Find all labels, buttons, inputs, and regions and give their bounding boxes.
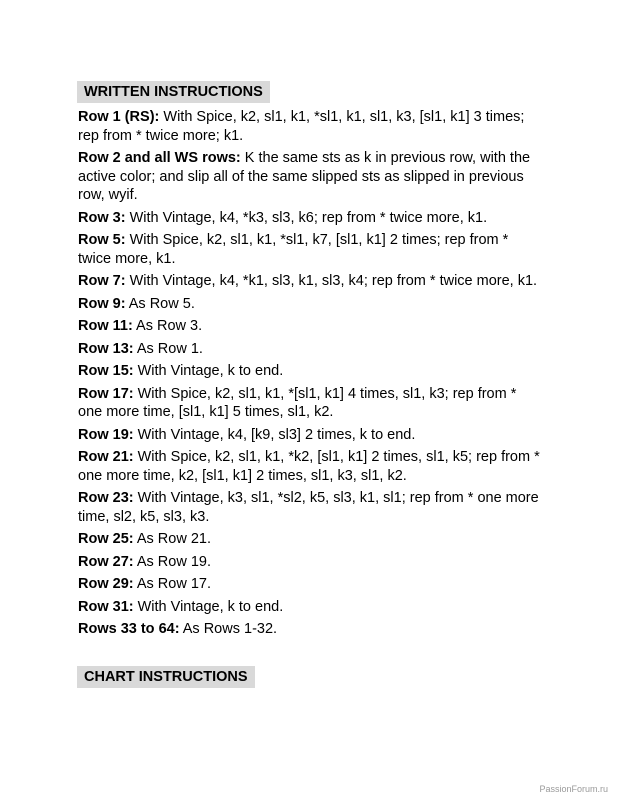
row-label: Row 7: xyxy=(78,273,126,289)
instruction-row-19 xyxy=(78,426,540,445)
row-label: Row 1 (RS): xyxy=(78,109,160,125)
row-text: As Rows 1-32. xyxy=(182,621,278,637)
row-label: Row 2 and all WS rows: xyxy=(78,150,241,166)
row-text: With Vintage, k4, [k9, sl3] 2 times, k to end. xyxy=(137,426,416,443)
row-label: Row 9: xyxy=(78,295,126,312)
row-label: Row 11: xyxy=(78,318,133,334)
instruction-row-17 xyxy=(78,385,540,422)
row-text: With Vintage, k to end. xyxy=(137,363,284,379)
instruction-row-27 xyxy=(78,553,540,572)
instruction-row-3 xyxy=(78,209,540,228)
row-text: With Vintage, k to end. xyxy=(137,598,284,615)
instruction-row-1 xyxy=(78,108,540,145)
row-text: As Row 17. xyxy=(136,576,211,592)
row-text: With Spice, k2, sl1, k1, *sl1, k7, [sl1, k1] 2 times; rep from * twice more, k1. xyxy=(78,232,509,267)
row-label: Row 31: xyxy=(78,598,134,615)
chart-instructions-heading: CHART INSTRUCTIONS xyxy=(77,666,255,688)
row-label: Row 21: xyxy=(78,449,134,465)
row-text: With Spice, k2, sl1, k1, *k2, [sl1, k1] 2 times, sl1, k5; rep from * one more time, k2, [sl1, k1] 2 times, sl1, k3, sl1, k2. xyxy=(78,449,540,484)
row-label: Row 19: xyxy=(78,426,134,443)
row-label: Row 3: xyxy=(78,209,126,226)
row-text: As Row 3. xyxy=(136,318,203,334)
row-label: Rows 33 to 64: xyxy=(78,621,180,637)
written-instructions-list xyxy=(78,108,540,643)
row-label: Row 15: xyxy=(78,363,134,379)
instruction-row-21 xyxy=(78,448,540,485)
instruction-row-7 xyxy=(78,272,540,291)
row-text: As Row 1. xyxy=(136,340,203,357)
row-label: Row 25: xyxy=(78,531,134,547)
row-label: Row 29: xyxy=(78,576,134,592)
row-text: K the same sts as k in previous row, with the active color; and slip all of the same slipped sts as slipped in previous row, wyif. xyxy=(78,150,531,203)
instruction-row-29 xyxy=(78,575,540,594)
row-label: Row 13: xyxy=(78,340,134,357)
row-text: With Spice, k2, sl1, k1, *sl1, k1, sl1, k3, [sl1, k1] 3 times; rep from * twice more; k1. xyxy=(78,109,525,144)
instruction-row-15 xyxy=(78,362,540,381)
row-label: Row 27: xyxy=(78,553,134,570)
row-text: With Vintage, k4, *k1, sl3, k1, sl3, k4; rep from * twice more, k1. xyxy=(129,273,538,289)
row-label: Row 23: xyxy=(78,490,134,506)
row-label: Row 5: xyxy=(78,232,126,248)
row-text: With Vintage, k3, sl1, *sl2, k5, sl3, k1, sl1; rep from * one more time, sl2, k5, sl3, k3. xyxy=(78,490,539,525)
row-text: As Row 21. xyxy=(136,531,211,547)
instruction-row-23 xyxy=(78,489,540,526)
instruction-row-31 xyxy=(78,598,540,617)
row-text: With Spice, k2, sl1, k1, *[sl1, k1] 4 times, sl1, k3; rep from * one more time, [sl1, k1] 5 times, sl1, k2. xyxy=(78,385,517,420)
written-instructions-heading: WRITTEN INSTRUCTIONS xyxy=(77,81,270,103)
instruction-row-13 xyxy=(78,340,540,359)
watermark: PassionForum.ru xyxy=(539,784,608,794)
instruction-row-5 xyxy=(78,231,540,268)
instruction-row-25 xyxy=(78,530,540,549)
row-text: As Row 5. xyxy=(128,295,195,312)
instruction-row-9 xyxy=(78,295,540,314)
row-label: Row 17: xyxy=(78,385,134,402)
row-text: With Vintage, k4, *k3, sl3, k6; rep from * twice more, k1. xyxy=(129,209,488,226)
instruction-row-11 xyxy=(78,317,540,336)
instruction-rows-33-to-64 xyxy=(78,620,540,639)
row-text: As Row 19. xyxy=(136,553,211,570)
instruction-row-2-ws xyxy=(78,149,540,205)
